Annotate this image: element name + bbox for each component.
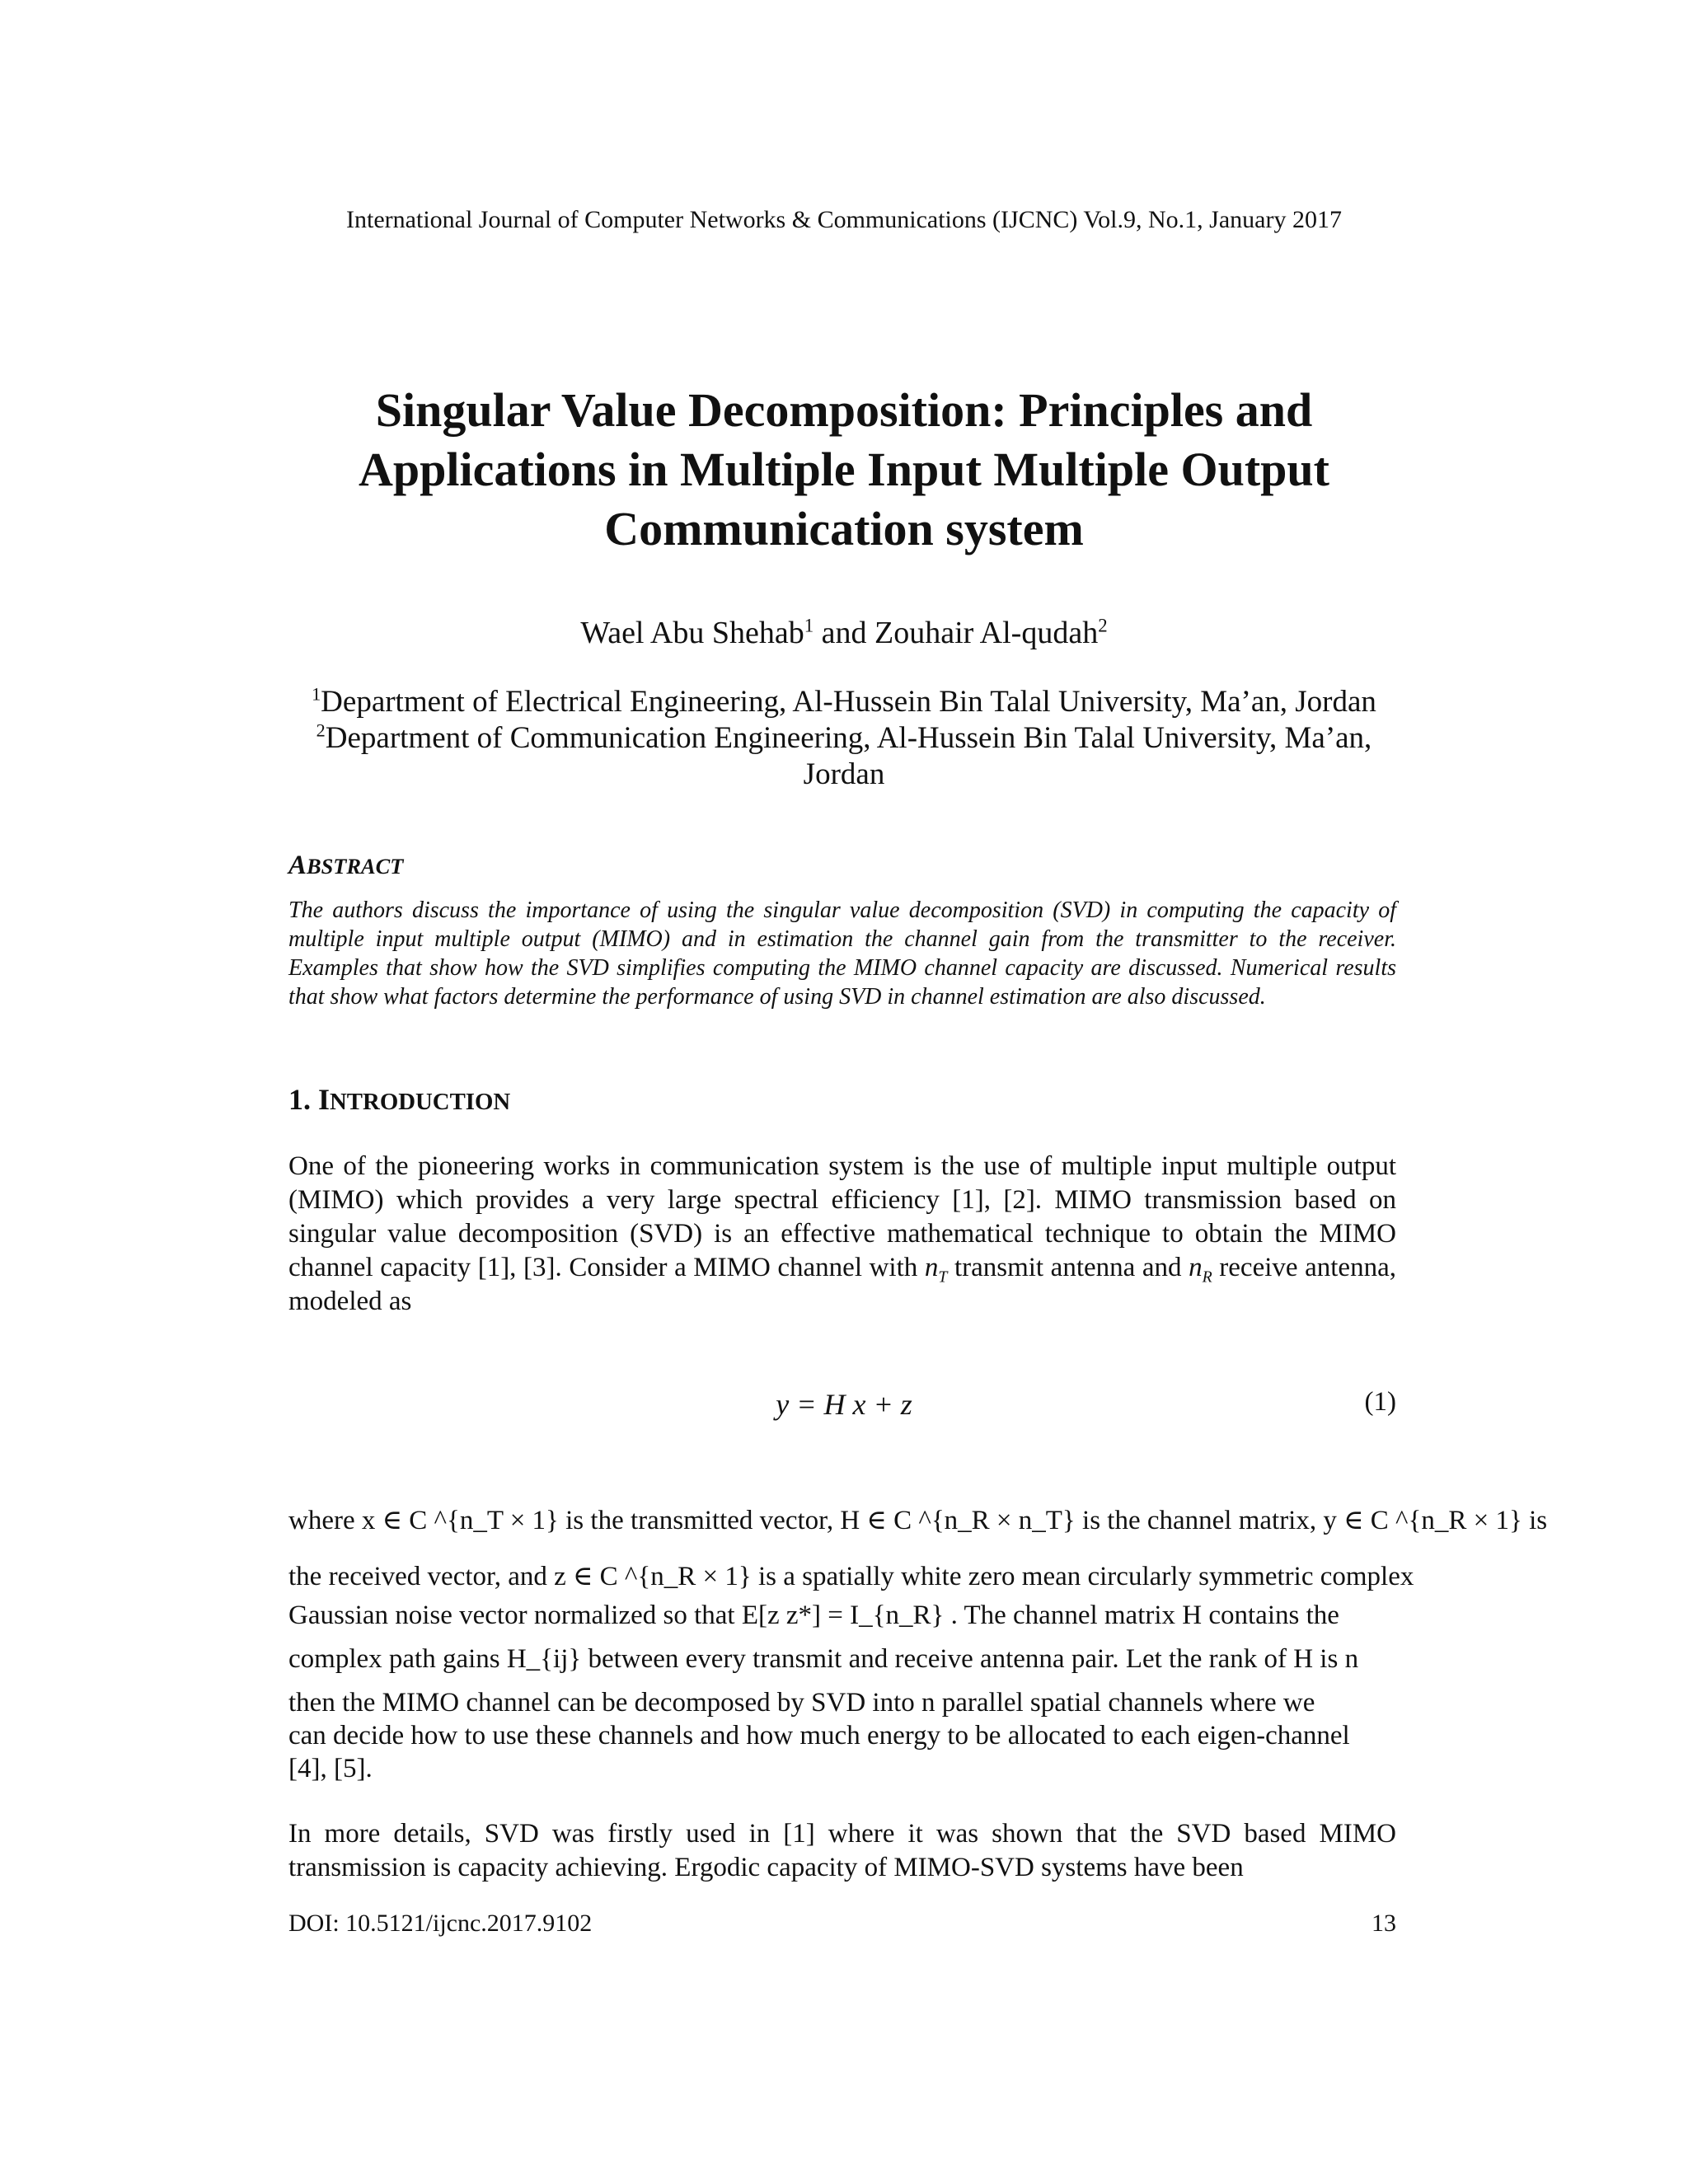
title-line: Communication system	[604, 502, 1084, 555]
affiliation-line	[247, 684, 1441, 720]
section-number: 1.	[288, 1083, 318, 1116]
math-nT-sub: T	[938, 1268, 948, 1286]
journal-header: International Journal of Computer Networks & Communications (IJCNC) Vol.9, No.1, January 2017	[346, 206, 1342, 233]
author-list	[0, 615, 1688, 651]
title-line: Singular Value Decomposition: Principles and	[375, 383, 1313, 437]
paper-title	[0, 381, 1688, 559]
math-nR: n	[1189, 1253, 1203, 1282]
abstract-heading-rest: BSTRACT	[307, 854, 404, 879]
affil-text: Jordan	[803, 757, 885, 791]
affil-marker: 2	[316, 719, 326, 741]
affiliation-line	[247, 720, 1441, 757]
section-heading-rest: NTRODUCTION	[330, 1089, 511, 1115]
where-line: the received vector, and z ∈ C ^{n_R × 1} is a spatially white zero mean circularly symmetric complex	[288, 1562, 1414, 1591]
where-line: can decide how to use these channels and how much energy to be allocated to each eigen-channel	[288, 1721, 1350, 1750]
affiliation-line	[247, 757, 1441, 793]
intro-text: receive antenna, modeled as	[288, 1253, 1396, 1316]
where-line: complex path gains H_{ij} between every transmit and receive antenna pair. Let the rank of H is n	[288, 1644, 1359, 1674]
author-conjunction: and	[814, 616, 874, 650]
math-nR-sub: R	[1202, 1268, 1212, 1286]
body-paragraph: In more details, SVD was firstly used in [1] where it was shown that the SVD based MIMO transmission is capacity achieving. Ergodic capacity of MIMO-SVD systems have been	[288, 1819, 1396, 1882]
author-affil-marker: 2	[1098, 615, 1108, 636]
affil-text: Department of Communication Engineering, Al-Hussein Bin Talal University, Ma’an,	[325, 721, 1372, 755]
title-line: Applications in Multiple Input Multiple Output	[359, 443, 1329, 496]
intro-text: One of the pioneering works in communication system is the use of multiple input multiple output (MIMO) which provides a very large spectral efficiency [1], [2]. MIMO transmission based on singular value decomposition (SVD) is an effective mathematical technique to obtain the MIMO channel capacity [1], [3]. Consider a MIMO channel with	[288, 1151, 1396, 1282]
abstract-text: The authors discuss the importance of using the singular value decomposition (SVD) in computing the capacity of multiple input multiple output (MIMO) and in estimation the channel gain from the transmitter to the receiver. Examples that show how the SVD simplifies computing the MIMO channel capacity are discussed. Numerical results that show what factors determine the performance of using SVD in channel estimation are also discussed.	[288, 898, 1396, 1010]
where-line: then the MIMO channel can be decomposed by SVD into n parallel spatial channels where we	[288, 1688, 1315, 1718]
section-heading-initial: I	[318, 1083, 331, 1116]
intro-paragraph	[288, 1150, 1396, 1319]
affil-text: Department of Electrical Engineering, Al-Hussein Bin Talal University, Ma’an, Jordan	[321, 685, 1376, 719]
author-affil-marker: 1	[804, 615, 814, 636]
equation-number: (1)	[1364, 1387, 1396, 1417]
where-line: [4], [5].	[288, 1754, 373, 1783]
intro-text: transmit antenna and	[947, 1253, 1189, 1282]
page-number: 13	[1372, 1910, 1396, 1937]
abstract-heading	[288, 851, 403, 881]
abstract-heading-initial: A	[288, 851, 307, 880]
affiliations	[247, 684, 1441, 793]
section-heading-introduction	[288, 1082, 510, 1117]
doi-footer: DOI: 10.5121/ijcnc.2017.9102	[288, 1910, 593, 1937]
author-name: Wael Abu Shehab	[580, 616, 804, 650]
affil-marker: 1	[312, 683, 321, 705]
author-name: Zouhair Al-qudah	[874, 616, 1099, 650]
where-line: where x ∈ C ^{n_T × 1} is the transmitted vector, H ∈ C ^{n_R × n_T} is the channel matrix, y ∈ C ^{n_R × 1} is	[288, 1506, 1548, 1535]
equation-1: y = H x + z	[776, 1388, 912, 1421]
math-nT: n	[924, 1253, 939, 1282]
where-line: Gaussian noise vector normalized so that E[z z*] = I_{n_R} . The channel matrix H contains the	[288, 1601, 1339, 1630]
